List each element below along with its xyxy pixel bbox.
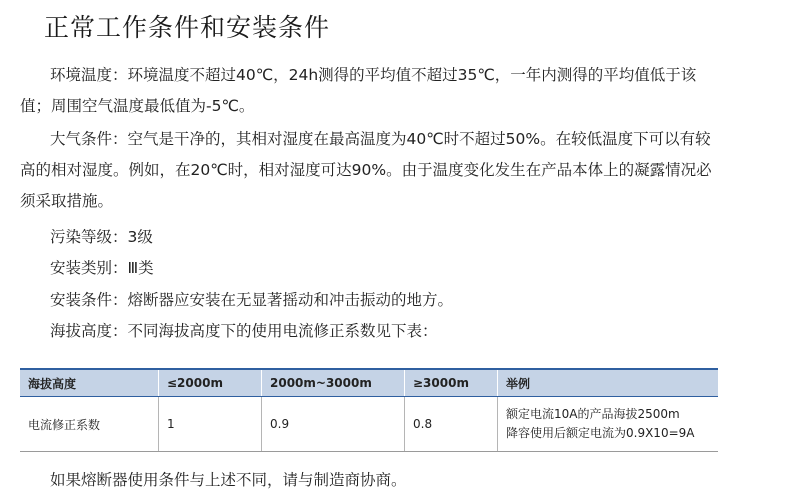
table-row	[20, 397, 718, 452]
example-line-1: 额定电流10A的产品海拔2500m	[506, 407, 680, 421]
header-ge-3000: ≥3000m	[405, 369, 498, 397]
install-condition-paragraph: 安装条件：熔断器应安装在无显著摇动和冲击振动的地方。	[50, 291, 454, 309]
example-cell	[498, 397, 719, 452]
install-category-paragraph: 安装类别：Ⅲ类	[50, 259, 154, 277]
value-le-2000-cell: 1	[159, 397, 262, 452]
header-example: 举例	[498, 369, 719, 397]
value-ge-3000-cell: 0.8	[405, 397, 498, 452]
header-altitude: 海拔高度	[20, 369, 159, 397]
atmosphere-paragraph: 大气条件：空气是干净的，其相对湿度在最高温度为40℃时不超过50%。在较低温度下可以有较高的相对湿度。例如，在20℃时，相对湿度可达90%。由于温度变化发生在产品本体上的凝露情况必须采取措施。	[20, 130, 712, 210]
page-title: 正常工作条件和安装条件	[44, 13, 331, 42]
value-2000-3000-cell: 0.9	[262, 397, 405, 452]
altitude-correction-table	[20, 368, 718, 452]
table-header-row	[20, 369, 718, 397]
ambient-temperature-paragraph: 环境温度：环境温度不超过40℃，24h测得的平均值不超过35℃，一年内测得的平均值低于该值；周围空气温度最低值为-5℃。	[20, 66, 697, 115]
example-line-2: 降容使用后额定电流为0.9X10=9A	[506, 426, 695, 440]
row-label-cell: 电流修正系数	[20, 397, 159, 452]
altitude-intro-paragraph: 海拔高度：不同海拔高度下的使用电流修正系数见下表：	[50, 322, 438, 340]
header-le-2000: ≤2000m	[159, 369, 262, 397]
pollution-degree-paragraph: 污染等级：3级	[50, 228, 153, 246]
footer-note: 如果熔断器使用条件与上述不同，请与制造商协商。	[50, 471, 407, 489]
header-2000-3000: 2000m~3000m	[262, 369, 405, 397]
